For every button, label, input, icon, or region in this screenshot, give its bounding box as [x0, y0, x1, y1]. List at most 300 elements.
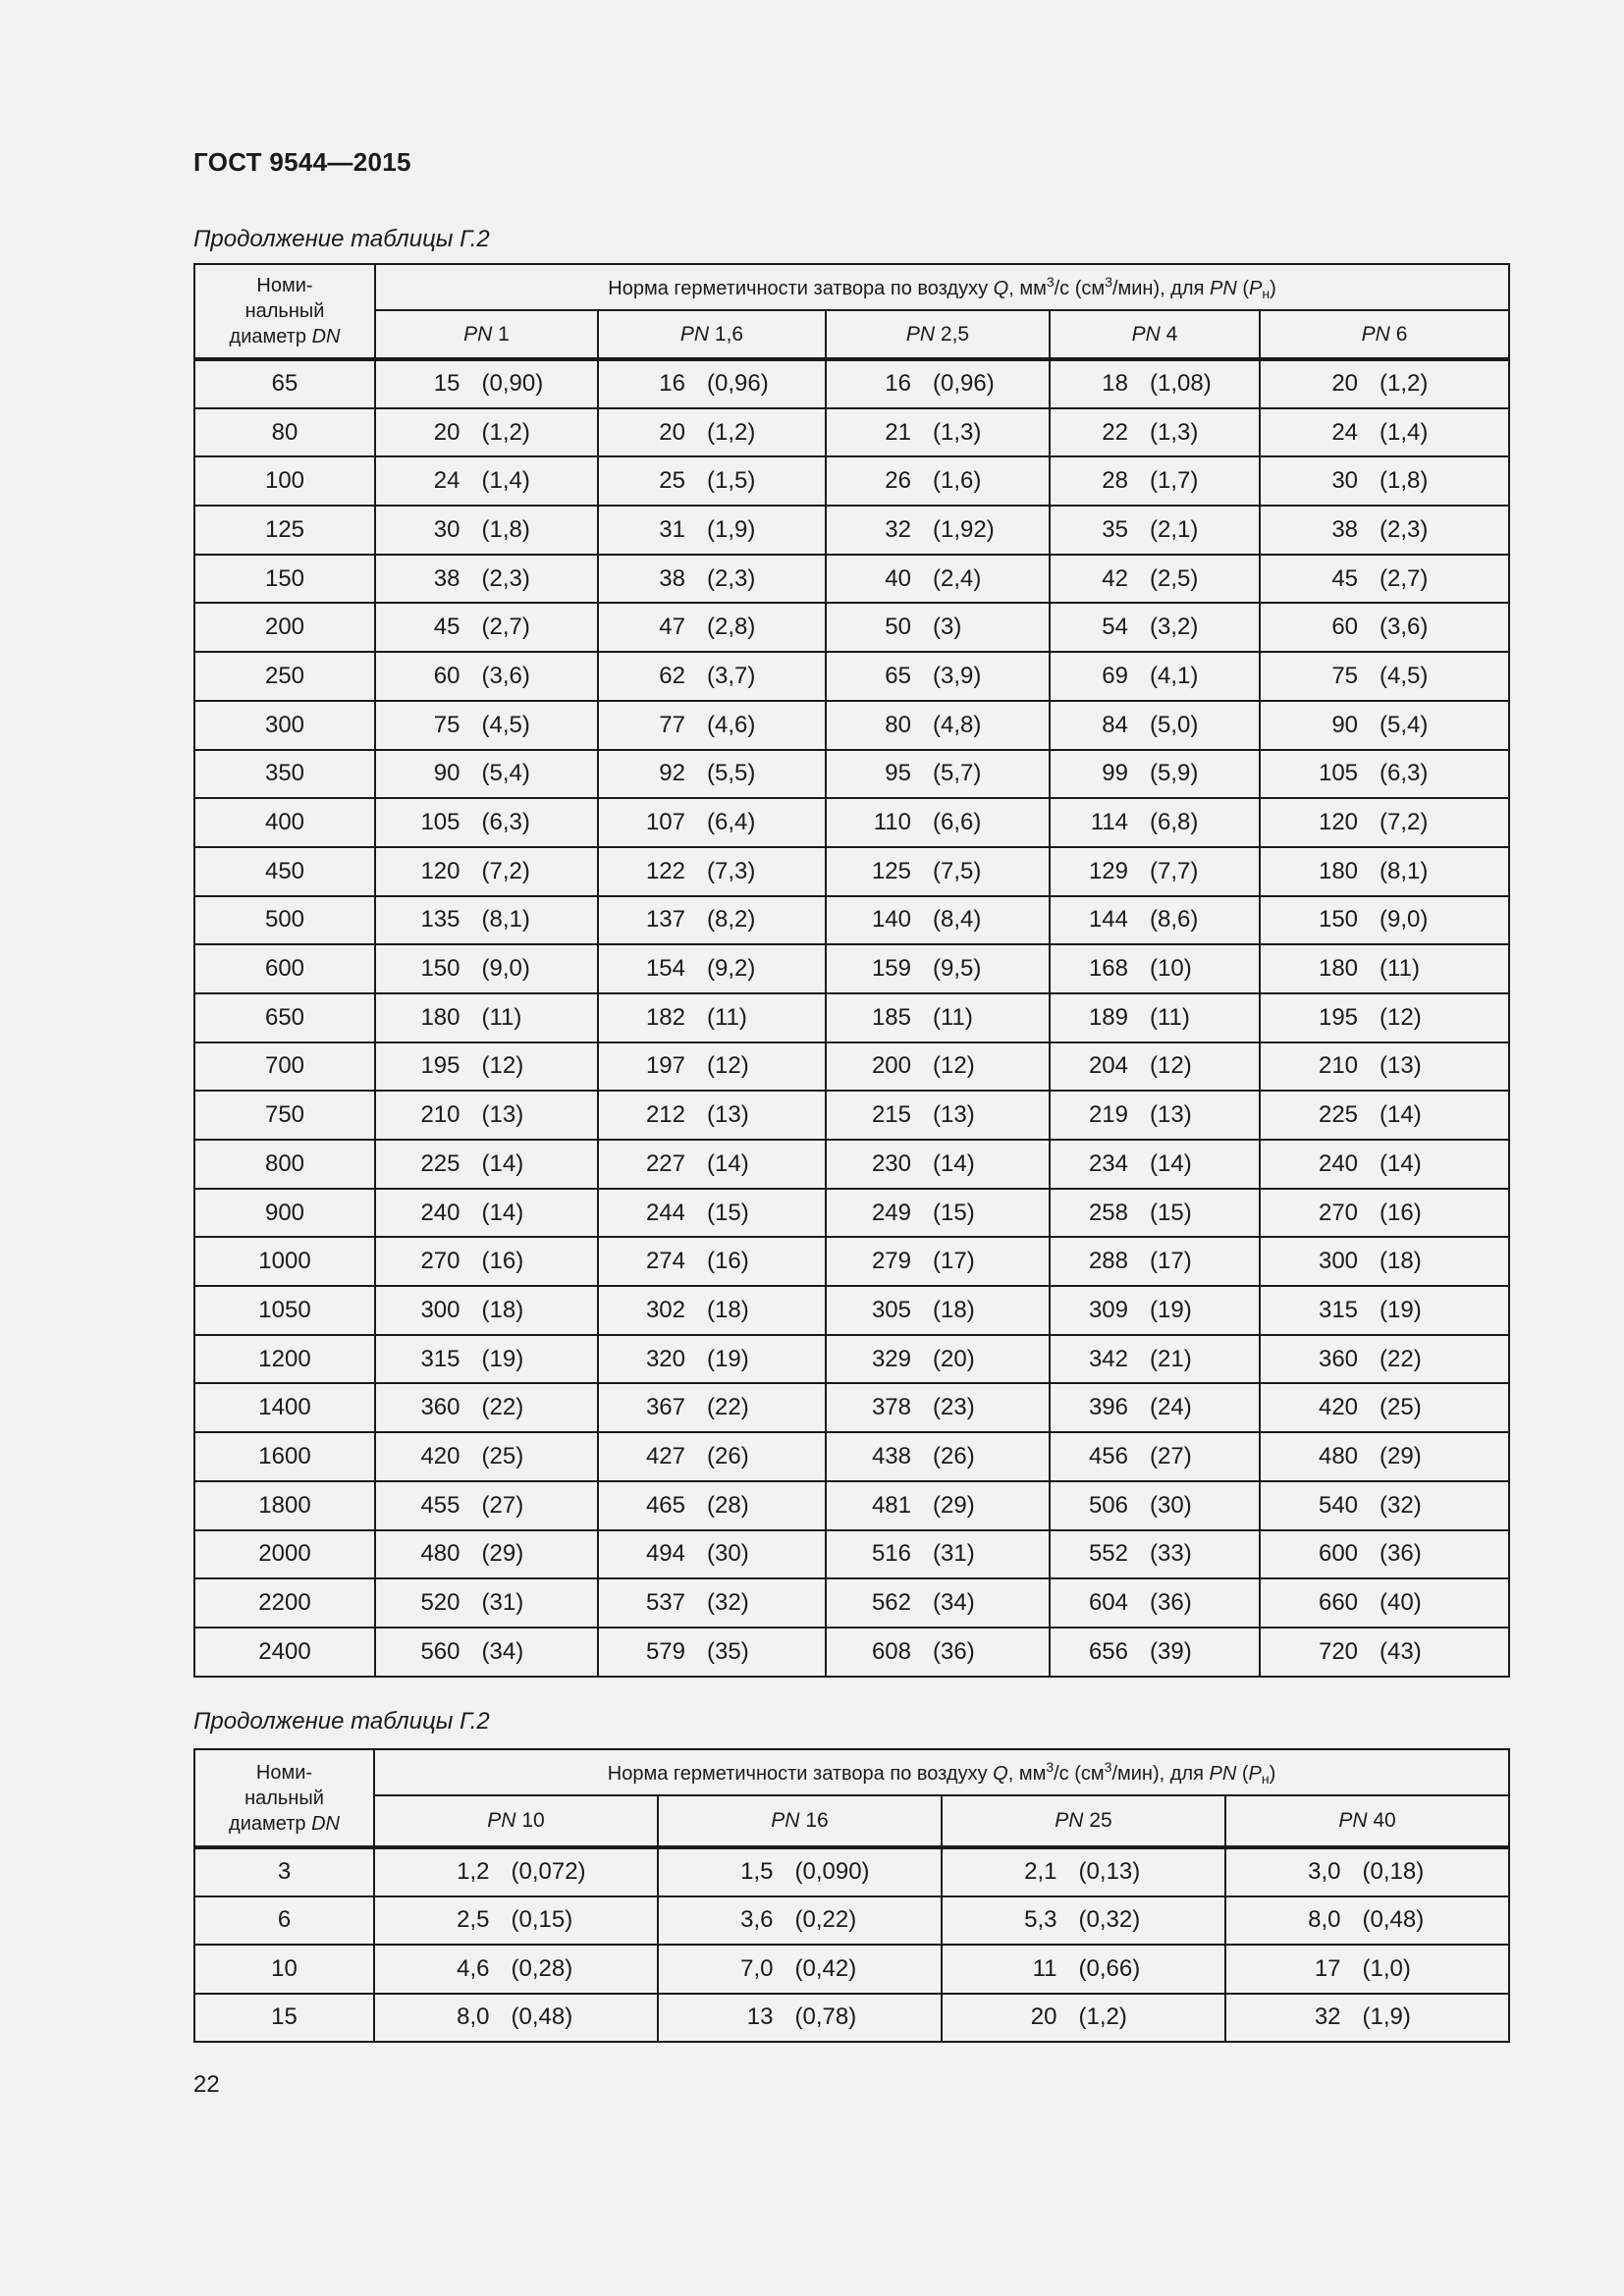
flow-value-alt: (2,8) — [707, 614, 756, 641]
value-cell — [826, 798, 1050, 847]
flow-value-alt: (1,6) — [933, 467, 982, 495]
dn-cell: 750 — [194, 1091, 375, 1140]
flow-value-alt: (12) — [1150, 1052, 1192, 1080]
norm-sup1: 3 — [1046, 273, 1055, 290]
flow-value: 300 — [1318, 1248, 1359, 1275]
table2-body — [194, 1847, 1509, 2042]
flow-value-alt: (15) — [933, 1199, 975, 1226]
flow-value-alt: (25) — [1380, 1394, 1422, 1421]
value-cell — [1050, 1335, 1260, 1384]
value-cell — [598, 896, 826, 945]
flow-value: 604 — [1088, 1589, 1128, 1617]
value-cell — [942, 1847, 1225, 1896]
value-cell — [598, 701, 826, 750]
flow-value-alt: (12) — [933, 1052, 975, 1080]
flow-value: 438 — [871, 1442, 911, 1469]
dn-cell: 3 — [194, 1847, 374, 1896]
flow-value-alt: (1,3) — [933, 418, 982, 446]
flow-value: 25 — [659, 467, 685, 495]
dn-cell: 250 — [194, 652, 375, 701]
flow-value: 110 — [873, 809, 911, 836]
value-cell — [1260, 456, 1509, 506]
value-cell — [598, 750, 826, 799]
flow-value: 537 — [645, 1589, 685, 1617]
flow-value: 279 — [871, 1248, 911, 1275]
flow-value-alt: (13) — [481, 1101, 524, 1129]
flow-value-alt: (5,9) — [1150, 760, 1199, 787]
dn-cell: 450 — [194, 847, 375, 896]
flow-value: 140 — [871, 906, 911, 934]
flow-value: 45 — [433, 614, 460, 641]
flow-value-alt: (1,4) — [481, 467, 530, 495]
norm-sup1: 3 — [1046, 1758, 1055, 1775]
value-cell — [1260, 555, 1509, 604]
table-row — [194, 701, 1509, 750]
pn-value: 1,6 — [714, 322, 744, 346]
flow-value: 219 — [1088, 1101, 1128, 1129]
flow-value-alt: (7,3) — [707, 857, 756, 884]
flow-value-alt: (26) — [707, 1442, 749, 1469]
flow-value-alt: (9,5) — [933, 955, 982, 983]
value-cell — [1050, 1481, 1260, 1530]
value-cell — [1260, 1091, 1509, 1140]
flow-value-alt: (31) — [481, 1589, 524, 1617]
flow-value: 11 — [1032, 1954, 1057, 1982]
flow-value-alt: (33) — [1150, 1540, 1192, 1568]
value-cell — [598, 1286, 826, 1335]
pn-label: PN — [463, 322, 493, 346]
norm-p-close: ) — [1270, 277, 1276, 299]
flow-value: 288 — [1088, 1248, 1128, 1275]
flow-value: 135 — [420, 906, 460, 934]
flow-value-alt: (22) — [481, 1394, 524, 1421]
table1-caption: Продолжение таблицы Г.2 — [193, 226, 490, 252]
value-cell — [375, 1530, 598, 1579]
value-cell — [598, 798, 826, 847]
flow-value-alt: (0,96) — [933, 370, 995, 398]
value-cell — [375, 1237, 598, 1286]
table-row — [194, 944, 1509, 993]
value-cell — [826, 1432, 1050, 1481]
value-cell — [826, 1189, 1050, 1238]
document-header: ГОСТ 9544—2015 — [193, 147, 411, 177]
table-row — [194, 1432, 1509, 1481]
table-row — [194, 1335, 1509, 1384]
flow-value: 80 — [885, 711, 911, 738]
flow-value: 35 — [1102, 515, 1128, 543]
value-cell — [1260, 359, 1509, 408]
norm-sup2: 3 — [1105, 273, 1112, 290]
flow-value: 90 — [433, 760, 460, 787]
flow-value-alt: (15) — [707, 1199, 749, 1226]
norm-unit1: , мм — [1008, 277, 1047, 299]
value-cell — [598, 1530, 826, 1579]
norm-p: P — [1249, 277, 1263, 299]
flow-value-alt: (1,2) — [707, 418, 756, 446]
value-cell — [658, 1847, 942, 1896]
value-cell — [826, 993, 1050, 1042]
table-row — [194, 506, 1509, 555]
dn-cell: 900 — [194, 1189, 375, 1238]
flow-value: 24 — [1331, 418, 1359, 446]
flow-value: 20 — [1331, 370, 1359, 398]
flow-value-alt: (0,48) — [1362, 1906, 1425, 1934]
flow-value-alt: (32) — [1380, 1491, 1422, 1519]
flow-value-alt: (1,7) — [1150, 467, 1199, 495]
value-cell — [826, 652, 1050, 701]
flow-value-alt: (16) — [1380, 1199, 1422, 1226]
value-cell — [826, 750, 1050, 799]
flow-value: 367 — [645, 1394, 685, 1421]
flow-value: 7,0 — [740, 1954, 774, 1982]
flow-value: 3,6 — [740, 1906, 774, 1934]
value-cell — [1260, 944, 1509, 993]
flow-value: 258 — [1088, 1199, 1128, 1226]
pn-label: PN — [1361, 322, 1390, 346]
value-cell — [1050, 798, 1260, 847]
flow-value: 3,0 — [1308, 1858, 1341, 1886]
flow-value: 60 — [1331, 614, 1359, 641]
dn-cell: 1050 — [194, 1286, 375, 1335]
table2-caption: Продолжение таблицы Г.2 — [193, 1708, 490, 1735]
table-row — [194, 1481, 1509, 1530]
flow-value: 40 — [885, 564, 911, 592]
value-cell — [375, 1432, 598, 1481]
value-cell — [1260, 1432, 1509, 1481]
flow-value: 309 — [1088, 1296, 1128, 1323]
flow-value: 30 — [433, 515, 460, 543]
flow-value: 38 — [433, 564, 460, 592]
flow-value: 305 — [871, 1296, 911, 1323]
flow-value: 60 — [433, 662, 460, 689]
dn-cell: 2400 — [194, 1628, 375, 1677]
flow-value-alt: (5,5) — [707, 760, 756, 787]
flow-value: 481 — [871, 1491, 911, 1519]
value-cell — [1050, 1042, 1260, 1092]
flow-value: 225 — [1318, 1101, 1359, 1129]
norm-p-sub: н — [1261, 1770, 1270, 1787]
value-cell — [826, 896, 1050, 945]
flow-value: 185 — [871, 1003, 911, 1031]
flow-value-alt: (0,32) — [1078, 1906, 1141, 1934]
value-cell — [826, 1578, 1050, 1628]
flow-value: 560 — [420, 1637, 460, 1665]
value-cell — [598, 847, 826, 896]
norm-unit3: /мин), для — [1111, 1762, 1204, 1785]
flow-value-alt: (13) — [1380, 1052, 1422, 1080]
flow-value: 195 — [420, 1052, 460, 1080]
flow-value: 95 — [885, 760, 911, 787]
value-cell — [1050, 555, 1260, 604]
flow-value: 114 — [1090, 809, 1128, 836]
flow-value-alt: (0,48) — [511, 2003, 573, 2031]
value-cell — [942, 1945, 1225, 1994]
pn-label: PN — [487, 1809, 516, 1832]
flow-value-alt: (27) — [481, 1491, 524, 1519]
flow-value: 656 — [1088, 1637, 1128, 1665]
flow-value: 129 — [1088, 857, 1128, 884]
flow-value: 562 — [871, 1589, 911, 1617]
dn-symbol: DN — [311, 1812, 340, 1835]
value-cell — [1260, 603, 1509, 652]
flow-value-alt: (1,5) — [707, 467, 756, 495]
flow-value-alt: (40) — [1380, 1589, 1422, 1617]
flow-value: 54 — [1102, 614, 1128, 641]
flow-value: 227 — [645, 1149, 685, 1177]
flow-value: 225 — [420, 1149, 460, 1177]
table-row — [194, 1994, 1509, 2043]
flow-value-alt: (5,7) — [933, 760, 982, 787]
value-cell — [826, 456, 1050, 506]
table-row — [194, 798, 1509, 847]
pn-label: PN — [1055, 1809, 1084, 1832]
value-cell — [1050, 1628, 1260, 1677]
norm-unit2: /с (см — [1054, 277, 1106, 299]
dn-header-line3: диаметр — [229, 326, 306, 347]
value-cell — [1050, 1383, 1260, 1432]
flow-value: 215 — [871, 1101, 911, 1129]
flow-value: 32 — [885, 515, 911, 543]
dn-cell: 80 — [194, 408, 375, 457]
value-cell — [1050, 359, 1260, 408]
flow-value: 2,5 — [457, 1906, 490, 1934]
value-cell — [1260, 1530, 1509, 1579]
flow-value: 240 — [420, 1199, 460, 1226]
flow-value-alt: (8,2) — [707, 906, 756, 934]
dn-cell: 65 — [194, 359, 375, 408]
value-cell — [1225, 1896, 1509, 1946]
table-row — [194, 1578, 1509, 1628]
flow-value-alt: (4,8) — [933, 711, 982, 738]
flow-value-alt: (14) — [1380, 1149, 1422, 1177]
value-cell — [598, 1432, 826, 1481]
flow-value-alt: (20) — [933, 1345, 975, 1372]
flow-value-alt: (0,22) — [794, 1906, 857, 1934]
flow-value: 342 — [1088, 1345, 1128, 1372]
dn-cell: 800 — [194, 1140, 375, 1189]
flow-value-alt: (4,1) — [1150, 662, 1199, 689]
value-cell — [1260, 1481, 1509, 1530]
flow-value: 270 — [420, 1248, 460, 1275]
flow-value-alt: (2,1) — [1150, 515, 1199, 543]
dn-cell: 1400 — [194, 1383, 375, 1432]
dn-cell: 1600 — [194, 1432, 375, 1481]
value-cell — [826, 701, 1050, 750]
value-cell — [1050, 1091, 1260, 1140]
flow-value-alt: (6,8) — [1150, 809, 1199, 836]
value-cell — [374, 1945, 658, 1994]
table-row — [194, 847, 1509, 896]
flow-value-alt: (36) — [1150, 1589, 1192, 1617]
table-row — [194, 1530, 1509, 1579]
flow-value-alt: (6,4) — [707, 809, 756, 836]
flow-value-alt: (3) — [933, 614, 962, 641]
value-cell — [1260, 798, 1509, 847]
flow-value-alt: (0,90) — [481, 370, 544, 398]
flow-value-alt: (7,7) — [1150, 857, 1199, 884]
flow-value-alt: (9,0) — [1380, 906, 1429, 934]
flow-value: 105 — [420, 809, 460, 836]
flow-value: 13 — [746, 2003, 774, 2031]
value-cell — [942, 1994, 1225, 2043]
flow-value: 230 — [871, 1149, 911, 1177]
flow-value-alt: (8,6) — [1150, 906, 1199, 934]
value-cell — [374, 1847, 658, 1896]
flow-value-alt: (1,4) — [1380, 418, 1429, 446]
flow-value-alt: (1,0) — [1362, 1954, 1411, 1982]
norm-pn: PN — [1209, 1762, 1237, 1785]
flow-value: 32 — [1314, 2003, 1341, 2031]
value-cell — [1260, 993, 1509, 1042]
pn-column-header — [375, 310, 598, 359]
value-cell — [1050, 408, 1260, 457]
value-cell — [1050, 506, 1260, 555]
dn-header — [194, 1749, 374, 1847]
flow-value: 600 — [1318, 1540, 1359, 1568]
flow-value-alt: (21) — [1150, 1345, 1192, 1372]
dn-cell: 100 — [194, 456, 375, 506]
norm-q: Q — [993, 277, 1009, 299]
value-cell — [826, 944, 1050, 993]
flow-value-alt: (8,1) — [1380, 857, 1429, 884]
flow-value-alt: (30) — [707, 1540, 749, 1568]
value-cell — [1260, 1189, 1509, 1238]
flow-value-alt: (11) — [933, 1003, 973, 1031]
table-row — [194, 750, 1509, 799]
dn-cell: 125 — [194, 506, 375, 555]
flow-value-alt: (24) — [1150, 1394, 1192, 1421]
value-cell — [1050, 1140, 1260, 1189]
value-cell — [1050, 1189, 1260, 1238]
flow-value: 84 — [1102, 711, 1128, 738]
flow-value: 494 — [645, 1540, 685, 1568]
flow-value-alt: (31) — [933, 1540, 975, 1568]
flow-value-alt: (11) — [707, 1003, 747, 1031]
value-cell — [375, 359, 598, 408]
dn-header-line1: Номи- — [256, 275, 313, 296]
pn-label: PN — [771, 1809, 800, 1832]
table-row — [194, 652, 1509, 701]
flow-value-alt: (2,3) — [707, 564, 756, 592]
flow-value: 396 — [1088, 1394, 1128, 1421]
flow-value: 144 — [1088, 906, 1128, 934]
value-cell — [1260, 1383, 1509, 1432]
flow-value-alt: (19) — [481, 1345, 524, 1372]
flow-value-alt: (14) — [1150, 1149, 1192, 1177]
flow-value-alt: (1,2) — [1380, 370, 1429, 398]
value-cell — [1050, 1578, 1260, 1628]
flow-value-alt: (0,96) — [707, 370, 769, 398]
pn-label: PN — [1338, 1809, 1368, 1832]
flow-value: 2,1 — [1024, 1858, 1057, 1886]
value-cell — [598, 603, 826, 652]
pn-label: PN — [1131, 322, 1161, 346]
flow-value-alt: (1,9) — [1362, 2003, 1411, 2031]
flow-value-alt: (22) — [1380, 1345, 1422, 1372]
norm-q: Q — [993, 1762, 1008, 1785]
table-row — [194, 408, 1509, 457]
value-cell — [1050, 456, 1260, 506]
flow-value: 105 — [1318, 760, 1359, 787]
flow-value: 189 — [1088, 1003, 1128, 1031]
value-cell — [375, 555, 598, 604]
flow-value: 302 — [645, 1296, 685, 1323]
dn-cell: 600 — [194, 944, 375, 993]
flow-value: 180 — [1318, 857, 1359, 884]
flow-value: 62 — [659, 662, 685, 689]
value-cell — [375, 1042, 598, 1092]
value-cell — [826, 506, 1050, 555]
flow-value-alt: (35) — [707, 1637, 749, 1665]
flow-value-alt: (8,1) — [481, 906, 530, 934]
dn-cell: 400 — [194, 798, 375, 847]
flow-value: 480 — [420, 1540, 460, 1568]
value-cell — [598, 1628, 826, 1677]
value-cell — [1260, 1140, 1509, 1189]
flow-value: 420 — [420, 1442, 460, 1469]
value-cell — [1260, 701, 1509, 750]
pn-value: 4 — [1165, 322, 1178, 346]
flow-value-alt: (11) — [1150, 1003, 1190, 1031]
value-cell — [375, 603, 598, 652]
flow-value-alt: (2,7) — [481, 614, 530, 641]
value-cell — [826, 603, 1050, 652]
pn-column-header — [1050, 310, 1260, 359]
value-cell — [1260, 1628, 1509, 1677]
value-cell — [1050, 652, 1260, 701]
flow-value: 480 — [1318, 1442, 1359, 1469]
value-cell — [1260, 1237, 1509, 1286]
dn-header — [194, 264, 375, 359]
table-row — [194, 1286, 1509, 1335]
dn-cell: 15 — [194, 1994, 374, 2043]
value-cell — [375, 944, 598, 993]
flow-value: 427 — [645, 1442, 685, 1469]
value-cell — [1050, 701, 1260, 750]
flow-value-alt: (16) — [481, 1248, 524, 1275]
value-cell — [826, 359, 1050, 408]
flow-value: 520 — [420, 1589, 460, 1617]
dn-cell: 700 — [194, 1042, 375, 1092]
flow-value-alt: (1,3) — [1150, 418, 1199, 446]
value-cell — [826, 1530, 1050, 1579]
value-cell — [1050, 750, 1260, 799]
value-cell — [1260, 1286, 1509, 1335]
flow-value-alt: (9,2) — [707, 955, 756, 983]
norm-pn: PN — [1209, 277, 1237, 299]
flow-value: 455 — [420, 1491, 460, 1519]
flow-value-alt: (19) — [1150, 1296, 1192, 1323]
page-number: 22 — [193, 2071, 220, 2098]
value-cell — [598, 359, 826, 408]
norm-p-sub: н — [1262, 285, 1271, 301]
flow-value-alt: (2,7) — [1380, 564, 1429, 592]
table-row — [194, 1628, 1509, 1677]
flow-value-alt: (34) — [933, 1589, 975, 1617]
value-cell — [826, 1286, 1050, 1335]
value-cell — [375, 1189, 598, 1238]
flow-value-alt: (11) — [1380, 955, 1420, 983]
value-cell — [375, 408, 598, 457]
flow-value-alt: (25) — [481, 1442, 524, 1469]
dn-cell: 350 — [194, 750, 375, 799]
value-cell — [598, 506, 826, 555]
norm-header — [375, 264, 1509, 310]
value-cell — [375, 1578, 598, 1628]
pn-value: 16 — [805, 1809, 829, 1832]
value-cell — [375, 798, 598, 847]
norm-unit1: , мм — [1007, 1762, 1047, 1785]
